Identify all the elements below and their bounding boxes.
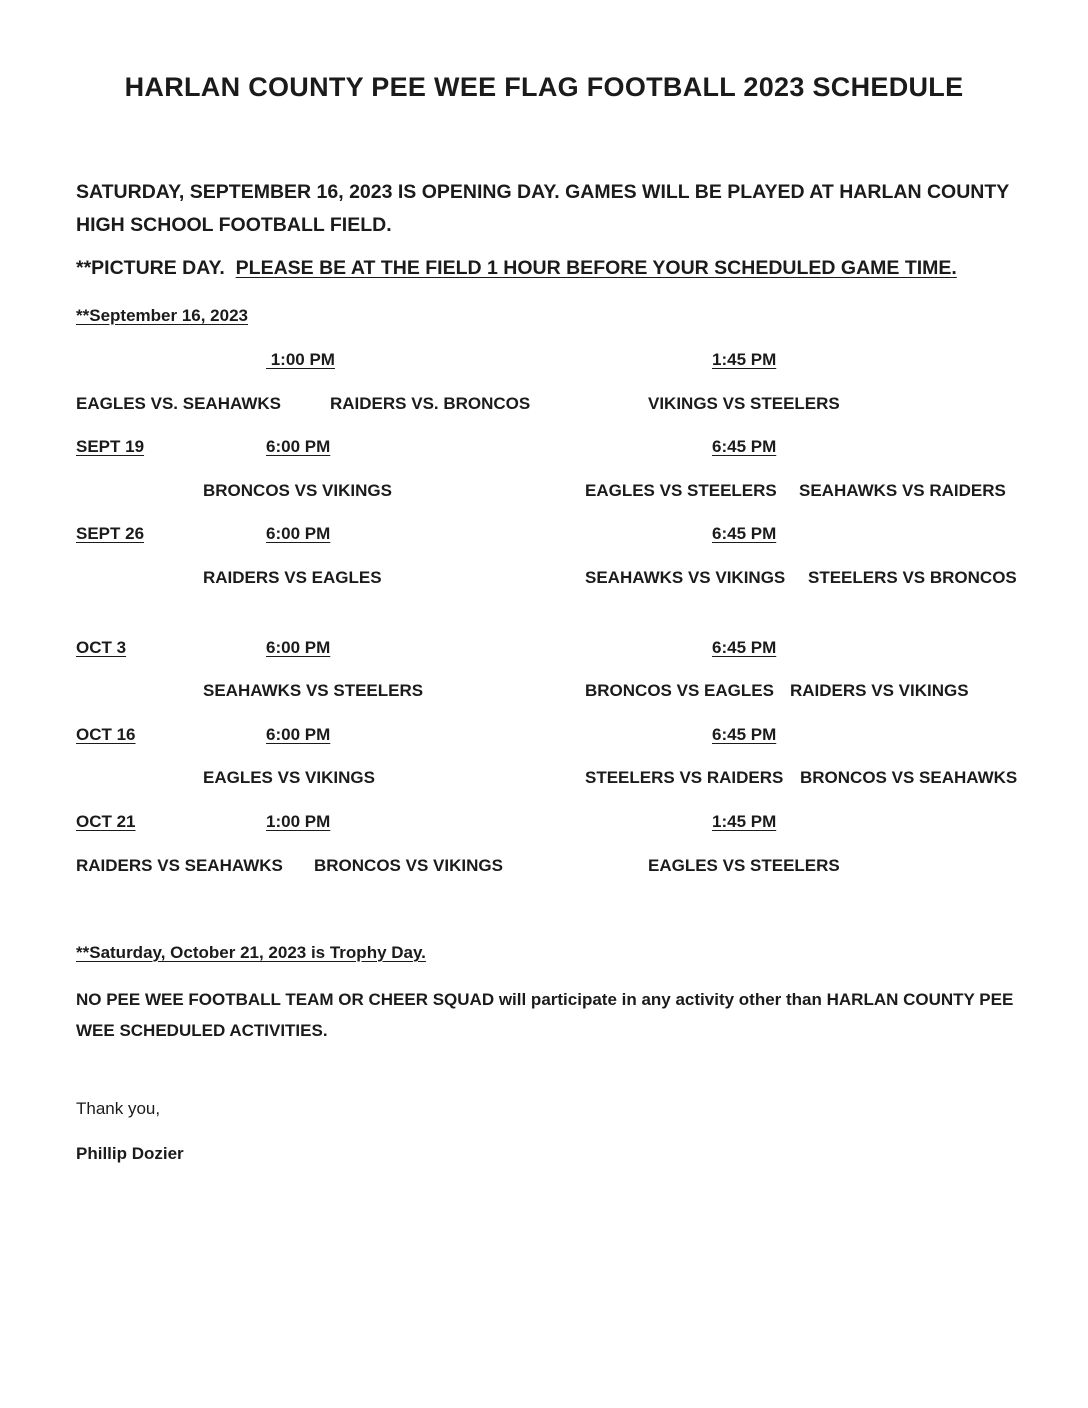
week-date: OCT 3 [76,638,127,657]
week-game-1: BRONCOS VS VIKINGS [203,481,392,500]
week-game-2: STEELERS VS RAIDERS [585,768,784,787]
week-game-3: SEAHAWKS VS RAIDERS [799,481,1006,500]
week-date: SEPT 19 [76,437,145,456]
signature: Phillip Dozier [76,1144,184,1163]
week-date: OCT 16 [76,725,136,744]
final-day-time-1: 1:00 PM [266,812,331,831]
week-game-1: RAIDERS VS EAGLES [203,568,382,587]
week-time-1: 6:00 PM [266,725,331,744]
opening-day-announcement: SATURDAY, SEPTEMBER 16, 2023 IS OPENING DAY. GAMES WILL BE PLAYED AT HARLAN COUNTY HIGH SCHOOL FOOTBALL FIELD. [76,181,1009,236]
opening-day-game-1: EAGLES VS. SEAHAWKS [76,394,281,413]
picture-day-label: **PICTURE DAY. [76,257,236,279]
opening-day-game-2: RAIDERS VS. BRONCOS [330,394,531,413]
final-day-date: OCT 21 [76,812,136,831]
week-game-3: BRONCOS VS SEAHAWKS [800,768,1018,787]
week-time-1: 6:00 PM [266,437,331,456]
week-time-2: 6:45 PM [712,638,777,657]
trophy-day-note: **Saturday, October 21, 2023 is Trophy Day. [76,943,426,962]
week-time-2: 6:45 PM [712,437,777,456]
week-time-1: 6:00 PM [266,524,331,543]
week-date: SEPT 26 [76,524,145,543]
opening-day-date: **September 16, 2023 [76,306,248,325]
picture-day-note [76,257,957,280]
closing-line: Thank you, [76,1099,161,1118]
opening-day-game-3: VIKINGS VS STEELERS [648,394,840,413]
final-day-game-3: EAGLES VS STEELERS [648,856,840,875]
week-game-1: EAGLES VS VIKINGS [203,768,375,787]
week-game-3: STEELERS VS BRONCOS [808,568,1017,587]
final-day-game-2: BRONCOS VS VIKINGS [314,856,503,875]
week-game-3: RAIDERS VS VIKINGS [790,681,969,700]
final-day-game-1: RAIDERS VS SEAHAWKS [76,856,283,875]
policy-note: NO PEE WEE FOOTBALL TEAM OR CHEER SQUAD will participate in any activity other than HARLAN COUNTY PEE WEE SCHEDULED ACTIVITIES. [76,990,1014,1040]
week-time-2: 6:45 PM [712,524,777,543]
week-time-1: 6:00 PM [266,638,331,657]
document-title: HARLAN COUNTY PEE WEE FLAG FOOTBALL 2023 SCHEDULE [124,72,964,102]
picture-day-instruction: PLEASE BE AT THE FIELD 1 HOUR BEFORE YOUR SCHEDULED GAME TIME. [235,257,957,279]
week-game-2: SEAHAWKS VS VIKINGS [585,568,786,587]
opening-day-time-2: 1:45 PM [712,350,777,369]
week-game-2: EAGLES VS STEELERS [585,481,777,500]
final-day-time-2: 1:45 PM [712,812,777,831]
week-game-2: BRONCOS VS EAGLES [585,681,774,700]
week-game-1: SEAHAWKS VS STEELERS [203,681,424,700]
opening-day-time-1: 1:00 PM [266,350,335,369]
week-time-2: 6:45 PM [712,725,777,744]
